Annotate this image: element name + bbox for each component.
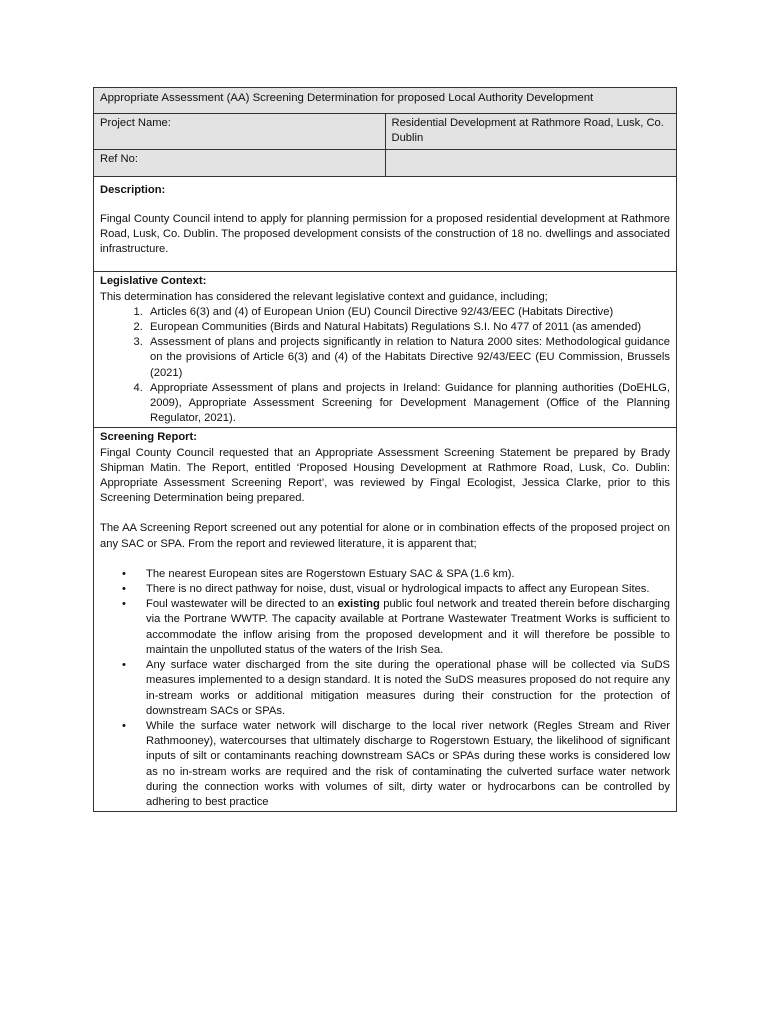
bullet-text: There is no direct pathway for noise, dust, visual or hydrological impacts to affect any European Sites. [146, 583, 650, 596]
legislative-list [100, 305, 670, 427]
bullet-text-start: Foul wastewater will be directed to an [146, 598, 338, 611]
determination-document [93, 87, 677, 812]
legislative-intro: This determination has considered the relevant legislative context and guidance, including; [100, 290, 548, 303]
bullet-text: The nearest European sites are Rogerstown Estuary SAC & SPA (1.6 km). [146, 567, 515, 580]
project-name-value: Residential Development at Rathmore Road, Lusk, Co. Dublin [385, 114, 677, 149]
legislative-heading: Legislative Context: [100, 275, 207, 288]
screening-row [94, 428, 677, 812]
bullet-icon: • [122, 719, 126, 732]
bullet-icon: • [122, 567, 126, 580]
bullet-text: Any surface water discharged from the site during the operational phase will be collected via SuDS measures implemented to a design standard. It is noted the SuDS measures proposed do not require any in-stream works or additional mitigation measures during their construction for the protection of downstream SACs or SPAs. [146, 659, 670, 717]
bullet-text-end: public foul network and treated therein before discharging via the Portrane WWTP. The capacity available at Portrane Wastewater Treatment Works is sufficient to accommodate the inflow arising from the proposed development and it will therefore be possible to maintain the unpolluted status of the waters of the Irish Sea. [146, 598, 670, 656]
legislative-row [94, 272, 677, 428]
project-name-row [94, 114, 677, 149]
screening-paragraph-1: Fingal County Council requested that an Appropriate Assessment Screening Statement be prepared by Brady Shipman Matin. The Report, entitled ‘Proposed Housing Development at Rathmore Road, Lusk, Co. Dublin: Appropriate Assessment Screening Report’, was reviewed by Fingal Ecologist, Jessica Clarke, prior to this Screening Determination being prepared. [100, 446, 670, 505]
list-item: 1. Articles 6(3) and (4) of European Union (EU) Council Directive 92/43/EEC (Habitats Directive) [146, 305, 670, 320]
ref-no-label: Ref No: [94, 149, 386, 176]
document-title: Appropriate Assessment (AA) Screening Determination for proposed Local Authority Development [94, 88, 677, 114]
bullet-text-bold: existing [337, 598, 380, 611]
ref-no-value [385, 149, 677, 176]
legislative-section [94, 272, 677, 428]
list-item [122, 719, 670, 810]
list-item [122, 567, 670, 582]
bullet-icon: • [122, 598, 126, 611]
screening-heading: Screening Report: [100, 431, 197, 444]
project-name-label: Project Name: [94, 114, 386, 149]
description-section [94, 176, 677, 272]
bullet-icon: • [122, 659, 126, 672]
list-item: 3. Assessment of plans and projects significantly in relation to Natura 2000 sites: Methodological guidance on the provisions of Article 6(3) and (4) of the Habitats Directive 92/43/EEC (EU Commission, Brussels (2021) [146, 335, 670, 381]
description-row [94, 176, 677, 272]
title-row [94, 88, 677, 114]
description-text: Fingal County Council intend to apply for planning permission for a proposed residential development at Rathmore Road, Lusk, Co. Dublin. The proposed development consists of the construction of 18 no. dwellings and associated infrastructure. [100, 212, 670, 256]
ref-no-row [94, 149, 677, 176]
findings-list [100, 567, 670, 810]
list-item [122, 582, 670, 597]
determination-table [93, 87, 677, 812]
list-item: 2. European Communities (Birds and Natural Habitats) Regulations S.I. No 477 of 2011 (as amended) [146, 320, 670, 335]
screening-section [94, 428, 677, 812]
bullet-text: While the surface water network will discharge to the local river network (Regles Stream and River Rathmooney), watercourses that ultimately discharge to Rogerstown Estuary, the likelihood of significant inputs of silt or contaminants reaching downstream SACs or SPAs during these works is considered low as no in-stream works are required and the risk of contaminating the culverted surface water network during the connection works with volumes of silt, dirty water or hydrocarbons can be controlled by adhering to best practice [146, 719, 670, 808]
list-item [122, 658, 670, 719]
description-heading: Description: [100, 183, 166, 196]
screening-paragraph-2: The AA Screening Report screened out any potential for alone or in combination effects of the proposed project on any SAC or SPA. From the report and reviewed literature, it is apparent that; [100, 522, 670, 550]
list-item [122, 597, 670, 658]
bullet-icon: • [122, 583, 126, 596]
list-item: 4. Appropriate Assessment of plans and projects in Ireland: Guidance for planning authorities (DoEHLG, 2009), Appropriate Assessment Screening for Development Management (Office of the Planning Regulator, 2021). [146, 381, 670, 427]
